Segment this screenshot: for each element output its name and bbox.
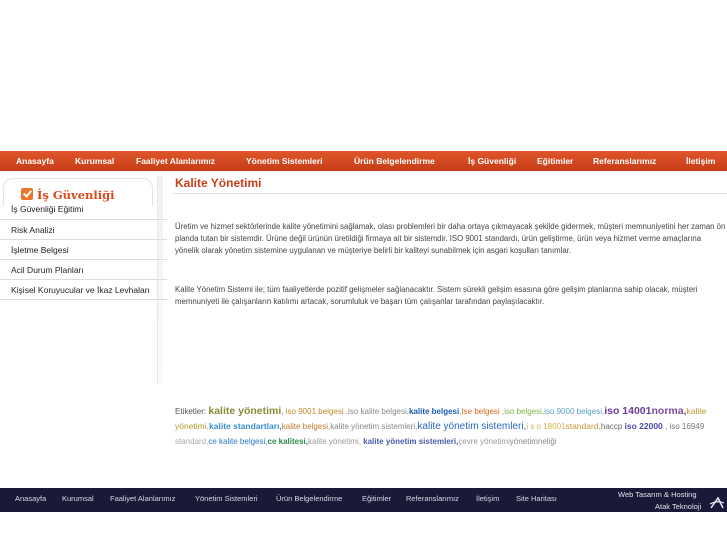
footer-credit-line-2[interactable]: Atak Teknoloji <box>655 502 702 511</box>
nav-item-faaliyet-alanlarimiz[interactable]: Faaliyet Alanlarımız <box>136 156 216 166</box>
tag-link[interactable]: norma, <box>651 405 687 417</box>
tag-link[interactable]: iso 9001 belgesi <box>283 407 344 416</box>
content-paragraph-1: Üretim ve hizmet sektörlerinde kalite yönetimini sağlamak, olası problemleri bir daha ortaya çıkmayacak şekilde gidermek, müşteri memnuniyetini her zaman ön planda tutan bir sistemdir. Ürüne değil ürünün üretildiği firmaya ait bir sistemdir. ISO 9001 standardı, ürün geliştirme, ürün veya hizmet verme amaçlarına yönelik olarak yönetim sistemine uygulanan ve müşteriye belirli bir kaliteyi sunabilmek için asgari koşulları tanımlar. <box>175 222 726 255</box>
nav-item-egitimler[interactable]: Eğitimler <box>537 156 574 166</box>
checkbox-icon <box>21 188 33 200</box>
atak-logo-icon <box>709 496 725 510</box>
tag-link[interactable]: kalite yönetimi <box>208 405 282 417</box>
footer-item-site-haritasi[interactable]: Site Haritası <box>516 494 557 503</box>
footer-credit-line-1[interactable]: Web Tasarım & Hosting <box>618 490 697 499</box>
tag-link[interactable]: kalite yönetim sistemleri, <box>363 437 459 446</box>
tag-link[interactable]: iso 22000 <box>624 421 663 431</box>
tag-link[interactable]: ,iso belgesi, <box>499 407 545 416</box>
nav-item-kurumsal[interactable]: Kurumsal <box>75 156 115 166</box>
tag-link[interactable]: kalite yönetim sistemleri, <box>417 421 527 432</box>
tag-link[interactable]: ce kalite belgesi, <box>208 437 268 446</box>
sidebar-item-kisisel-koruyucular[interactable]: Kişisel Koruyucular ve İkaz Levhaları <box>0 280 167 300</box>
tags-label: Etiketler: <box>175 407 207 416</box>
tag-link[interactable]: haccp <box>600 422 625 431</box>
nav-item-yonetim-sistemleri[interactable]: Yönetim Sistemleri <box>246 156 323 166</box>
footer-item-referanslarimiz[interactable]: Referanslarımız <box>406 494 459 503</box>
tag-link[interactable]: i s o 18001 <box>526 422 566 431</box>
tag-link[interactable]: ,iso kalite belgesi, <box>343 407 409 416</box>
footer-item-yonetim-sistemleri[interactable]: Yönetim Sistemleri <box>195 494 258 503</box>
tag-link[interactable]: ,tse belgesi <box>459 407 500 416</box>
tag-link[interactable]: kalite belgesi <box>408 407 460 416</box>
sidebar-menu <box>0 201 167 300</box>
title-divider <box>172 193 727 194</box>
tag-link[interactable]: iso 14001 <box>604 405 652 417</box>
tag-link[interactable]: standard, <box>565 421 601 431</box>
nav-item-referanslarimiz[interactable]: Referanslarımız <box>593 156 657 166</box>
tag-link[interactable]: çevre yönetimi <box>458 437 510 446</box>
nav-item-urun-belgelendirme[interactable]: Ürün Belgelendirme <box>354 156 435 166</box>
tag-link[interactable]: iso 9000 belgesi, <box>544 407 605 416</box>
sidebar-item-acil-durum-planlari[interactable]: Acil Durum Planları <box>0 260 167 280</box>
footer-item-anasayfa[interactable]: Anasayfa <box>15 494 47 503</box>
footer-item-faaliyet-alanlarimiz[interactable]: Faaliyet Alanlarımız <box>110 494 176 503</box>
footer-item-iletisim[interactable]: İletişim <box>476 494 500 503</box>
content-paragraph-2: Kalite Yönetim Sistemi ile; tüm faaliyetlerde pozitif gelişmeler sağlanacaktır. Sistem sürekli gelişim esasına göre gelişim planlarına sahip olacak, müşteri memnuniyeti ile çalışanların katılımı artacak, sorumluluk ve başarı tüm çalışanlar tarafından paylaşılacaktır. <box>175 285 698 306</box>
sidebar-item-isletme-belgesi[interactable]: İşletme Belgesi <box>0 240 167 260</box>
tag-link[interactable]: ce kalitesi, <box>267 437 308 446</box>
tag-link[interactable]: , iso 16949 <box>662 422 705 431</box>
footer-item-egitimler[interactable]: Eğitimler <box>362 494 392 503</box>
tag-link[interactable]: , <box>281 407 284 416</box>
tag-cloud <box>175 404 727 449</box>
sidebar-title: İş Güvenliği <box>37 188 115 202</box>
tag-link[interactable]: kalite yönetimi, <box>175 406 707 431</box>
page-title: Kalite Yönetimi <box>175 176 262 190</box>
tag-link[interactable]: kalite yönetimi, <box>308 437 364 446</box>
tag-link[interactable]: kalite belgesi, <box>281 422 331 431</box>
tag-link[interactable]: kalite standartları, <box>209 421 282 431</box>
footer-item-urun-belgelendirme[interactable]: Ürün Belgelendirme <box>276 494 343 503</box>
tag-link[interactable]: standard, <box>175 437 209 446</box>
footer-item-kurumsal[interactable]: Kurumsal <box>62 494 94 503</box>
sidebar-item-risk-analizi[interactable]: Risk Analizi <box>0 220 167 240</box>
tag-link[interactable]: yönetimneliği <box>509 437 557 446</box>
top-nav-bar <box>0 151 727 171</box>
nav-item-iletisim[interactable]: İletişim <box>686 156 716 166</box>
tag-link[interactable]: kalite yönetim sistemleri, <box>330 422 418 431</box>
nav-item-anasayfa[interactable]: Anasayfa <box>16 156 54 166</box>
sidebar <box>0 176 163 384</box>
nav-item-is-guvenligi[interactable]: İş Güvenliği <box>468 156 517 166</box>
sidebar-item-is-guvenligi-egitimi[interactable]: İş Güvenliği Eğitimi <box>0 201 167 220</box>
